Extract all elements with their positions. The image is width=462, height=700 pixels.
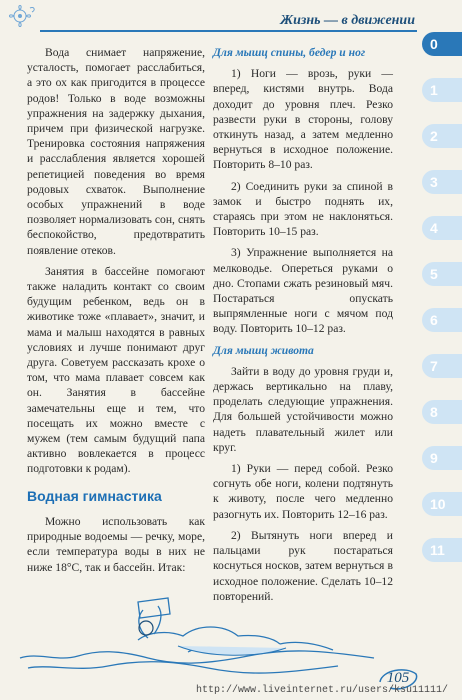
subtitle-abdominal-muscles: Для мышц живота (213, 343, 314, 357)
flower-decoration-icon (2, 2, 44, 32)
exercise-2-2: 2) Вытянуть ноги вперед и пальцами рук постараться коснуться носков, затем вернуться в исходное положение. Сделать 10–12 повторений. (213, 528, 393, 603)
left-paragraph-2: Занятия в бассейне помогают также наладить контакт со своим будущим ребенком, ведь он в животике тоже «плавает», значит, и мама и малыш находятся в равных условиях и лучше понимают друг друга. Советуем рассказать крохе о том, что мама плавает совсем как он. Занятия в бассейне замечательны еще и тем, что посещать их можно вместе с мужем (тем самым будущий папа активно вовлекается в процесс подготовки к родам). (27, 264, 205, 476)
running-header: Жизнь — в движении (280, 13, 415, 28)
chapter-tab-7[interactable]: 7 (422, 354, 462, 378)
chapter-tab-10[interactable]: 10 (422, 492, 462, 516)
left-paragraph-1: Вода снимает напряжение, усталость, помогает расслабиться, а это ох как пригодится в процессе родов! Только в воде возможны упражнения на задержку дыхания, причем при физической нагрузке. Тренировка состояния напряжения и расслабления является хорошей репетицией поведения во время родовых схваток. Выполнение особых упражнений в воде позволяет нормализовать сон, снять беспокойство, предотвратить появление отеков. (27, 46, 205, 257)
exercise-1-2: 2) Соединить руки за спиной в замок и быстро поднять их, стараясь при этом не наклоняться. Повторить 10–15 раз. (213, 179, 393, 239)
chapter-tab-4[interactable]: 4 (422, 216, 462, 240)
chapter-tab-11[interactable]: 11 (422, 538, 462, 562)
left-column (27, 45, 205, 581)
header-rule (40, 30, 417, 32)
exercise-2-1: 1) Руки — перед собой. Резко согнуть обе ноги, колени подтянуть к животу, после чего медленно разогнуть их. Повторить 12–16 раз. (213, 462, 393, 521)
chapter-tab-8[interactable]: 8 (422, 400, 462, 424)
chapter-tab-0[interactable]: 0 (422, 32, 462, 56)
exercise-1-1: 1) Ноги — врозь, руки — вперед, кистями внутрь. Вода доходит до уровня плеч. Резко развести руки в стороны, голову откинуть назад, а затем медленно вернуться в исходное положение. Повторить 8–10 раз. (213, 67, 393, 172)
source-url[interactable]: http://www.liveinternet.ru/users/ksu11111/ (196, 685, 449, 696)
exercise-1-3: 3) Упражнение выполняется на мелководье. Опереться руками о дно. Стопами сжать резиновый мяч. Постараться опускать выпрямленные ноги с мячом под воду. Повторить 10–12 раз. (213, 246, 393, 336)
chapter-tab-6[interactable]: 6 (422, 308, 462, 332)
section-title: Водная гимнастика (27, 487, 162, 504)
chapter-tab-1[interactable]: 1 (422, 78, 462, 102)
chapter-tab-2[interactable]: 2 (422, 124, 462, 148)
section-paragraph: Можно использовать как природные водоемы — речку, море, если температура воды в них не ниже 18°С, так и бассейн. Итак: (27, 514, 205, 574)
chapter-tab-9[interactable]: 9 (422, 446, 462, 470)
abdominal-intro: Зайти в воду до уровня груди и, держась вертикально на плаву, проделать следующие упражнения. Для большей устойчивости можно надеть плавательный жилет или круг. (213, 364, 393, 454)
page-number: 105 (386, 670, 410, 686)
right-column (213, 45, 393, 610)
chapter-tab-3[interactable]: 3 (422, 170, 462, 194)
swimming-woman-illustration (18, 588, 378, 678)
subtitle-back-thighs-legs: Для мышц спины, бедер и ног (213, 46, 366, 59)
chapter-tab-5[interactable]: 5 (422, 262, 462, 286)
chapter-tabs (418, 32, 462, 592)
